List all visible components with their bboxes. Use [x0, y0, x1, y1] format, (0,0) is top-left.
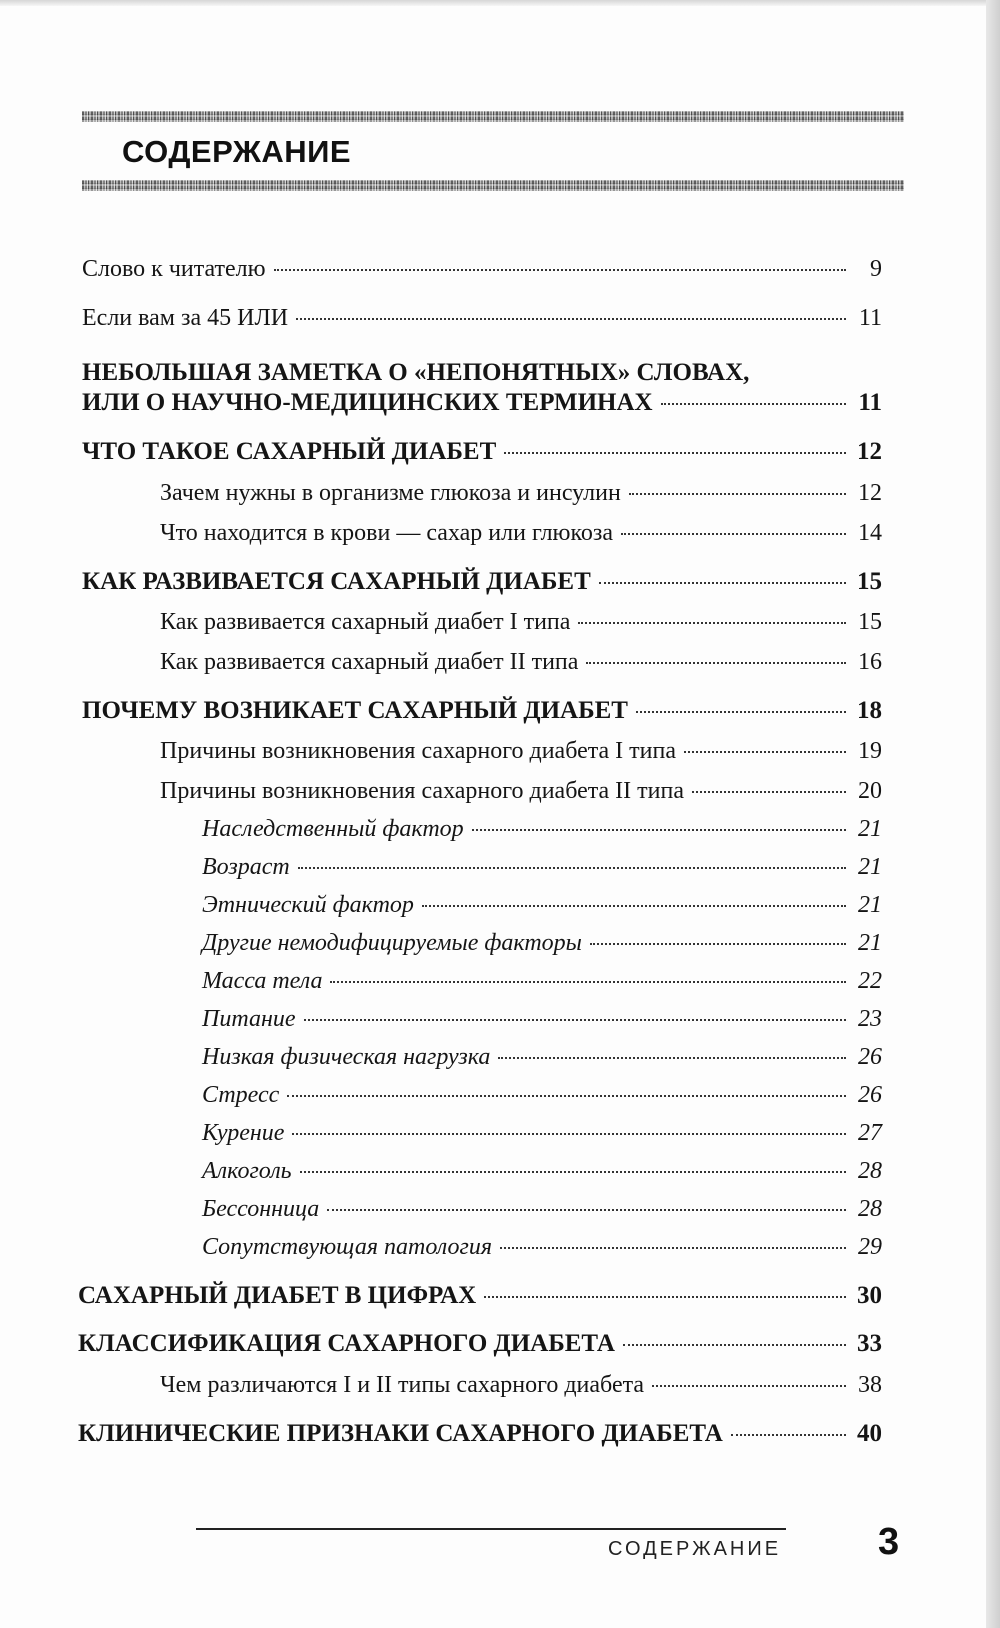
toc-entry-title: Наследственный фактор [202, 816, 464, 842]
toc-entry-reader[interactable] [82, 256, 882, 283]
toc-leader [623, 1344, 846, 1346]
toc-leader [504, 452, 846, 454]
toc-entry-page: 27 [858, 1120, 882, 1146]
toc-chapter-in-numbers[interactable] [78, 1282, 882, 1310]
toc-chapter-how-develops[interactable] [82, 568, 882, 596]
toc-entry-title: Другие немодифицируемые факторы [202, 930, 582, 956]
toc-leader [500, 1247, 846, 1249]
toc-section-type2-causes[interactable] [160, 778, 882, 805]
toc-entry-page: 29 [858, 1234, 882, 1260]
toc-entry-page: 38 [858, 1372, 882, 1398]
toc-leader [300, 1171, 846, 1173]
toc-leader [621, 533, 846, 535]
toc-entry-page: 30 [857, 1282, 882, 1309]
toc-entry-page: 19 [858, 738, 882, 764]
toc-leader [296, 318, 846, 320]
toc-entry-title: Сопутствующая патология [202, 1234, 493, 1260]
toc-entry-page: 26 [858, 1082, 882, 1108]
toc-leader [731, 1434, 846, 1436]
page-title: СОДЕРЖАНИЕ [122, 134, 352, 169]
toc-leader [422, 905, 846, 907]
toc-factor-body-mass[interactable] [202, 968, 882, 995]
toc-entry-title: Этнический фактор [202, 892, 414, 918]
toc-leader [578, 622, 846, 624]
toc-entry-page: 18 [857, 697, 882, 724]
header-ornament-top [82, 111, 904, 122]
toc-factor-stress[interactable] [202, 1082, 882, 1109]
toc-entry-page: 12 [858, 480, 882, 506]
toc-entry-title: Причины возникновения сахарного диабета I типа [160, 738, 676, 764]
toc-entry-page: 16 [858, 649, 882, 675]
toc-entry-title: Масса тела [202, 968, 323, 994]
toc-leader [327, 1209, 846, 1211]
toc-chapter-what-is-diabetes[interactable] [82, 438, 882, 466]
toc-leader [692, 791, 846, 793]
toc-section-type1-causes[interactable] [160, 738, 882, 765]
toc-entry-page: 20 [858, 778, 882, 804]
toc-entry-title: ЧТО ТАКОЕ САХАРНЫЙ ДИАБЕТ [82, 438, 497, 465]
header-ornament-bottom [82, 180, 904, 191]
toc-leader [652, 1385, 846, 1387]
toc-entry-title: Чем различаются I и II типы сахарного диабета [160, 1372, 645, 1398]
toc-factor-age[interactable] [202, 854, 882, 881]
toc-leader [661, 403, 846, 405]
toc-entry-page: 9 [870, 256, 882, 282]
toc-entry-title: Бессонница [202, 1196, 320, 1222]
toc-factor-nutrition[interactable] [202, 1006, 882, 1033]
toc-leader [472, 829, 846, 831]
toc-leader [292, 1133, 846, 1135]
toc-leader [629, 493, 846, 495]
toc-entry-page: 12 [857, 438, 882, 465]
toc-entry-title: Стресс [202, 1082, 280, 1108]
toc-factor-insomnia[interactable] [202, 1196, 882, 1223]
toc-entry-title: Как развивается сахарный диабет I типа [160, 609, 571, 635]
toc-entry-title: Курение [202, 1120, 285, 1146]
toc-section-glucose-insulin[interactable] [160, 480, 882, 507]
toc-leader [484, 1296, 846, 1298]
toc-leader [304, 1019, 846, 1021]
toc-entry-terms[interactable] [82, 389, 882, 417]
toc-entry-page: 28 [858, 1158, 882, 1184]
toc-section-sugar-or-glucose[interactable] [160, 520, 882, 547]
toc-entry-page: 11 [858, 389, 882, 416]
toc-entry-page: 40 [857, 1420, 882, 1447]
toc-factor-alcohol[interactable] [202, 1158, 882, 1185]
toc-section-type1-develops[interactable] [160, 609, 882, 636]
toc-entry-over-45[interactable] [82, 305, 882, 332]
toc-factor-ethnic[interactable] [202, 892, 882, 919]
toc-section-type2-develops[interactable] [160, 649, 882, 676]
toc-leader [586, 662, 846, 664]
toc-entry-page: 21 [858, 930, 882, 956]
toc-leader [330, 981, 846, 983]
page-top-edge [0, 0, 1000, 6]
toc-leader [590, 943, 846, 945]
toc-leader [274, 269, 846, 271]
toc-leader [298, 867, 846, 869]
toc-entry-title: Возраст [202, 854, 290, 880]
toc-leader [636, 711, 846, 713]
toc-entry-page: 21 [858, 854, 882, 880]
page-number: 3 [878, 1521, 900, 1563]
toc-entry-title: Что находится в крови — сахар или глюкоза [160, 520, 614, 546]
toc-entry-page: 28 [858, 1196, 882, 1222]
page-right-edge [986, 0, 1000, 1628]
toc-leader [684, 751, 846, 753]
toc-leader [287, 1095, 846, 1097]
toc-entry-title: Алкоголь [202, 1158, 292, 1184]
toc-chapter-why-occurs[interactable] [82, 697, 882, 725]
running-footer-label: СОДЕРЖАНИЕ [608, 1538, 782, 1560]
toc-entry-page: 14 [858, 520, 882, 546]
toc-entry-title: Зачем нужны в организме глюкоза и инсулин [160, 480, 621, 506]
toc-entry-page: 33 [857, 1330, 882, 1357]
toc-factor-smoking[interactable] [202, 1120, 882, 1147]
toc-entry-title: САХАРНЫЙ ДИАБЕТ В ЦИФРАХ [78, 1282, 477, 1309]
footer-rule [196, 1528, 786, 1530]
toc-entry-page: 23 [858, 1006, 882, 1032]
toc-entry-title: КЛАССИФИКАЦИЯ САХАРНОГО ДИАБЕТА [78, 1330, 615, 1357]
toc-entry-title: Низкая физическая нагрузка [202, 1044, 491, 1070]
toc-entry-terms-line1[interactable]: НЕБОЛЬШАЯ ЗАМЕТКА О «НЕПОНЯТНЫХ» СЛОВАХ, [82, 359, 750, 386]
toc-entry-title: КЛИНИЧЕСКИЕ ПРИЗНАКИ САХАРНОГО ДИАБЕТА [78, 1420, 723, 1447]
toc-factor-other[interactable] [202, 930, 882, 957]
toc-entry-page: 21 [858, 816, 882, 842]
toc-factor-low-activity[interactable] [202, 1044, 882, 1071]
toc-entry-page: 22 [858, 968, 882, 994]
toc-entry-title: Если вам за 45 ИЛИ [82, 305, 289, 331]
toc-entry-title: Причины возникновения сахарного диабета II типа [160, 778, 684, 804]
toc-factor-comorbidity[interactable] [202, 1234, 882, 1261]
toc-entry-page: 11 [858, 305, 882, 331]
toc-entry-page: 21 [858, 892, 882, 918]
toc-leader [498, 1057, 846, 1059]
toc-entry-page: 26 [858, 1044, 882, 1070]
toc-entry-page: 15 [858, 609, 882, 635]
toc-entry-title: Как развивается сахарный диабет II типа [160, 649, 579, 675]
toc-entry-title: Слово к читателю [82, 256, 266, 282]
toc-chapter-clinical-signs[interactable] [78, 1420, 882, 1448]
toc-leader [599, 582, 846, 584]
toc-entry-title: ПОЧЕМУ ВОЗНИКАЕТ САХАРНЫЙ ДИАБЕТ [82, 697, 628, 724]
toc-entry-title: ИЛИ О НАУЧНО-МЕДИЦИНСКИХ ТЕРМИНАХ [82, 389, 653, 416]
toc-section-type-differences[interactable] [160, 1372, 882, 1399]
toc-entry-title: КАК РАЗВИВАЕТСЯ САХАРНЫЙ ДИАБЕТ [82, 568, 591, 595]
toc-entry-title: Питание [202, 1006, 296, 1032]
toc-factor-heredity[interactable] [202, 816, 882, 843]
toc-chapter-classification[interactable] [78, 1330, 882, 1358]
toc-entry-page: 15 [857, 568, 882, 595]
